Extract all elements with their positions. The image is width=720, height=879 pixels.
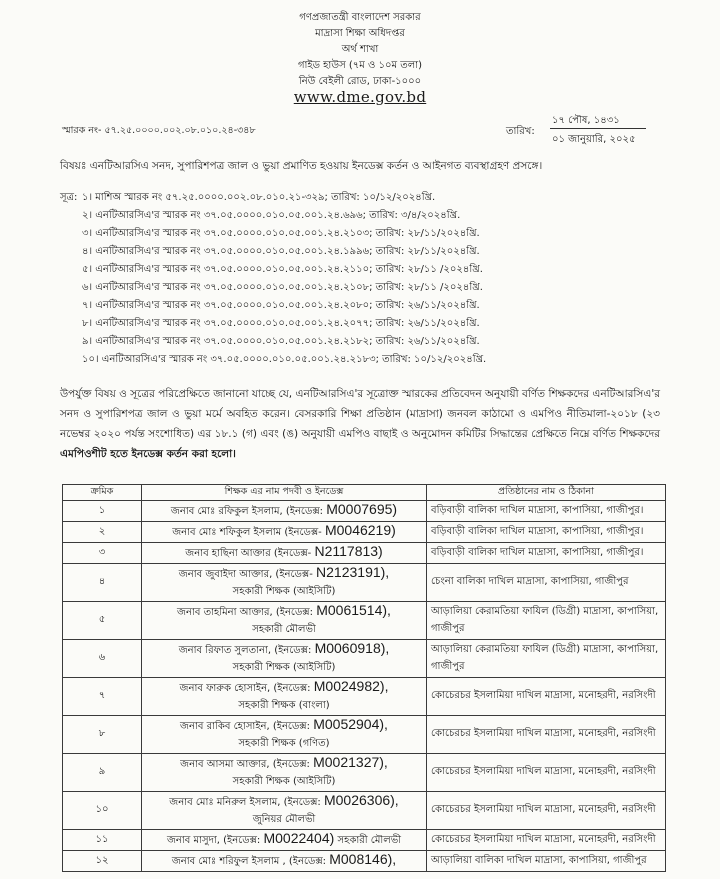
column-header-institution: প্রতিষ্ঠানের নাম ও ঠিকানা <box>427 485 666 501</box>
row-teacher <box>142 640 427 678</box>
reference-item: ১। মাশিঅ স্মারক নং ৫৭.২৫.০০০০.০০২.০৮.০১০.২১-৩২৯; তারিখ: ১০/১২/২০২৪খ্রি. <box>82 192 436 203</box>
teacher-designation: সহকারী শিক্ষক (বাংলা) <box>238 700 330 711</box>
date-label: তারিখ: <box>506 126 535 137</box>
row-teacher <box>142 830 427 851</box>
date-gregorian: ০১ জানুয়ারি, ২০২৫ <box>552 134 636 145</box>
teacher-index: M0024982), <box>313 678 389 694</box>
row-institution: বড়িবাড়ী বালিকা দাখিল মাদ্রাসা, কাপাসিয়া, গাজীপুর। <box>427 522 666 543</box>
row-teacher <box>142 851 427 872</box>
teacher-designation: জুনিয়র মৌলভী <box>252 814 316 825</box>
table-row <box>63 792 666 830</box>
table-row <box>63 754 666 792</box>
body-paragraph <box>60 384 660 464</box>
reference-item: ৪। এনটিআরসিএ'র স্মারক নং ৩৭.০৫.০০০০.০১০.০৫.০০১.২৪.১৯৯৬; তারিখ: ২৮/১১/২০২৪খ্রি. <box>82 246 480 257</box>
body-bold-text: এমপিওশীট হতে ইনডেক্স কর্তন করা হলো। <box>60 448 236 460</box>
teacher-name: জনাব মোঃ রফিকুল ইসলাম, (ইনডেক্স: <box>170 506 324 517</box>
row-serial: ৫ <box>63 602 142 640</box>
row-institution: কোচেরচর ইসলামিয়া দাখিল মাদ্রাসা, মনোহরদী, নরসিংদী <box>427 716 666 754</box>
teacher-name: জনাব ফারুক হোসাইন, (ইনডেক্স: <box>179 683 311 694</box>
row-serial: ১ <box>63 501 142 522</box>
column-header-teacher: শিক্ষক এর নাম পদবী ও ইনডেক্স <box>142 485 427 501</box>
row-institution: বড়িবাড়ী বালিকা দাখিল মাদ্রাসা, কাপাসিয়া, গাজীপুর। <box>427 501 666 522</box>
teacher-index: M0052904), <box>313 716 388 732</box>
teacher-index: M0061514), <box>316 602 391 618</box>
row-teacher <box>142 792 427 830</box>
address-line-1: গাইড হাউস (৭ম ও ১০ম তলা) <box>297 60 423 71</box>
teacher-index: M008146), <box>329 851 397 867</box>
reference-item: ৫। এনটিআরসিএ'র স্মারক নং ৩৭.০৫.০০০০.০১০.০৫.০০১.২৪.২১১০; তারিখ: ২৮/১১ /২০২৪খ্রি. <box>82 264 483 275</box>
row-teacher <box>142 602 427 640</box>
row-institution: কোচেরচর ইসলামিয়া দাখিল মাদ্রাসা, মনোহরদী, নরসিংদী <box>427 792 666 830</box>
row-institution: কোচেরচর ইসলামিয়া দাখিল মাদ্রাসা, মনোহরদী, নরসিংদী <box>427 830 666 851</box>
column-header-serial: ক্রমিক <box>63 485 142 501</box>
date-bangla: ১৭ পৌষ, ১৪৩১ <box>552 115 620 126</box>
row-institution: কোচেরচর ইসলামিয়া দাখিল মাদ্রাসা, মনোহরদী, নরসিংদী <box>427 678 666 716</box>
teacher-name: জনাব মোঃ শফিকুল ইসলাম (ইনডেক্স- <box>172 527 322 538</box>
teacher-index: N2123191), <box>316 564 390 580</box>
reference-item: ২। এনটিআরসিএ'র স্মারক নং ৩৭.০৫.০০০০.০১০.০৫.০০১.২৪.৬৯৬; তারিখ: ৩/৪/২০২৪খ্রি. <box>82 210 461 221</box>
table-row <box>63 678 666 716</box>
table-row <box>63 851 666 872</box>
row-teacher <box>142 564 427 602</box>
teacher-designation: সহকারী মৌলভী <box>252 624 316 635</box>
government-name: গণপ্রজাতন্ত্রী বাংলাদেশ সরকার <box>299 12 421 23</box>
reference-item: ৩। এনটিআরসিএ'র স্মারক নং ৩৭.০৫.০০০০.০১০.০৫.০০১.২৪.২১০৩; তারিখ: ২৮/১১/২০২৪খ্রি. <box>82 228 480 239</box>
row-serial: ২ <box>63 522 142 543</box>
teacher-index: M0007695) <box>326 501 398 517</box>
row-serial: ৪ <box>63 564 142 602</box>
teacher-index: M0026306), <box>323 792 399 808</box>
teacher-index: M0060918), <box>314 640 390 656</box>
directorate-name: মাদ্রাসা শিক্ষা অধিদপ্তর <box>315 28 405 39</box>
teacher-index: M0046219) <box>324 522 396 538</box>
teacher-table <box>62 484 666 872</box>
memo-subject: বিষয়ঃ এনটিআরসিএ সনদ, সুপারিশপত্র জাল ও ভুয়া প্রমাণিত হওয়ায় ইনডেক্স কর্তন ও আইনগত ব্যবস্থাগ্রহণ প্রসঙ্গে। <box>60 160 543 172</box>
row-institution: বড়িবাড়ী বালিকা দাখিল মাদ্রাসা, কাপাসিয়া, গাজীপুর। <box>427 543 666 564</box>
row-serial: ১১ <box>63 830 142 851</box>
teacher-name: জনাব আসমা আক্তার, (ইনডেক্স: <box>180 759 310 770</box>
row-institution: কোচেরচর ইসলামিয়া দাখিল মাদ্রাসা, মনোহরদী, নরসিংদী <box>427 754 666 792</box>
teacher-designation: সহকারী শিক্ষক (আইসিটি) <box>232 662 336 673</box>
reference-item: ৯। এনটিআরসিএ'র স্মারক নং ৩৭.০৫.০০০০.০১০.০৫.০০১.২৪.২১৮২; তারিখ: ২৬/১১/২০২৪খ্রি. <box>82 336 480 347</box>
table-row <box>63 602 666 640</box>
website-link[interactable]: www.dme.gov.bd <box>293 88 427 106</box>
table-row <box>63 501 666 522</box>
row-teacher <box>142 501 427 522</box>
teacher-designation: সহকারী মৌলভী <box>337 835 402 846</box>
row-institution: আড়ালিয়া কেরামতিয়া ফাযিল (ডিগ্রী) মাদ্রাসা, কাপাসিয়া, গাজীপুর <box>427 602 666 640</box>
row-teacher <box>142 716 427 754</box>
teacher-index: M0021327), <box>313 754 388 770</box>
teacher-name: জনাব মোঃ মনিরুল ইসলাম, (ইনডেক্স: <box>169 797 321 808</box>
row-teacher <box>142 543 427 564</box>
table-row <box>63 564 666 602</box>
row-serial: ৮ <box>63 716 142 754</box>
address-line-2: নিউ বেইলী রোড, ঢাকা-১০০০ <box>298 76 422 87</box>
memo-ref-number: স্মারক নং- ৫৭.২৫.০০০০.০০২.০৮.০১০.২৪-৩৪৮ <box>62 125 256 136</box>
table-row <box>63 716 666 754</box>
reference-item: ১০। এনটিআরসিএ'র স্মারক নং ৩৭.০৫.০০০০.০১০.০৫.০০১.২৪.২১৮৩; তারিখ: ১০/১২/২০২৪খ্রি. <box>82 354 487 365</box>
teacher-name: জনাব তাহমিনা আক্তার, (ইনডেক্স: <box>177 607 314 618</box>
teacher-name: জনাব রিফাত সুলতানা, (ইনডেক্স: <box>178 645 312 656</box>
row-teacher <box>142 678 427 716</box>
row-serial: ১২ <box>63 851 142 872</box>
row-serial: ৯ <box>63 754 142 792</box>
section-name: অর্থ শাখা <box>341 44 379 55</box>
date-divider <box>550 128 646 129</box>
row-institution: আড়ালিয়া কেরামতিয়া ফাযিল (ডিগ্রী) মাদ্রাসা, কাপাসিয়া, গাজীপুর <box>427 640 666 678</box>
teacher-designation: সহকারী শিক্ষক (আইসিটি) <box>232 776 336 787</box>
teacher-name: জনাব জুবাইদা আক্তার, (ইনডেক্স- <box>178 569 313 580</box>
teacher-index: N2117813) <box>314 543 383 559</box>
teacher-name: জনাব মাসুদা, (ইনডেক্স: <box>166 835 261 846</box>
teacher-designation: সহকারী শিক্ষক (গণিত) <box>238 738 330 749</box>
reference-item: ৭। এনটিআরসিএ'র স্মারক নং ৩৭.০৫.০০০০.০১০.০৫.০০১.২৪.২০৮০; তারিখ: ২৬/১১/২০২৪খ্রি. <box>82 300 480 311</box>
teacher-designation: সহকারী শিক্ষক (আইসিটি) <box>232 586 336 597</box>
row-serial: ৭ <box>63 678 142 716</box>
row-serial: ৬ <box>63 640 142 678</box>
reference-item: ৬। এনটিআরসিএ'র স্মারক নং ৩৭.০৫.০০০০.০১০.০৫.০০১.২৪.২১০৮; তারিখ: ২৮/১১ /২০২৪খ্রি. <box>82 282 483 293</box>
teacher-index: M0022404) <box>263 830 335 846</box>
table-row <box>63 522 666 543</box>
teacher-name: জনাব রাকিব হোসাইন, (ইনডেক্স: <box>180 721 311 732</box>
row-institution: আড়ালিয়া বালিকা দাখিল মাদ্রাসা, কাপাসিয়া, গাজীপুর <box>427 851 666 872</box>
row-serial: ১০ <box>63 792 142 830</box>
teacher-name: জনাব মোঃ শরিফুল ইসলাম , (ইনডেক্স: <box>171 856 327 867</box>
row-teacher <box>142 754 427 792</box>
table-row <box>63 640 666 678</box>
table-row <box>63 830 666 851</box>
table-row <box>63 543 666 564</box>
row-teacher <box>142 522 427 543</box>
teacher-name: জনাব হাছিনা আক্তার (ইনডেক্স- <box>185 548 312 559</box>
row-serial: ৩ <box>63 543 142 564</box>
reference-label: সূত্র: <box>60 192 78 203</box>
body-text: উপর্যুক্ত বিষয় ও সূত্রের পরিপ্রেক্ষিতে জানানো যাচ্ছে যে, এনটিআরসিএ'র সূত্রোক্ত স্মারকের প্রতিবেদন অনুযায়ী বর্ণিত শিক্ষকদের এনটিআরসিএ'র সনদ ও সুপারিশপত্র জাল ও ভুয়া মর্মে অবহিত করেন। বেসরকারি শিক্ষা প্রতিষ্ঠান (মাদ্রাসা) জনবল কাঠামো ও এমপিও নীতিমালা-২০১৮ (২৩ নভেম্বর ২০২০ পর্যন্ত সংশোধিত) এর ১৮.১ (গ) এবং (ঙ) অনুযায়ী এমপিও বাছাই ও অনুমোদন কমিটির সিদ্ধান্তের প্রেক্ষিতে নিম্নে বর্ণিত শিক্ষকদের <box>60 388 660 440</box>
reference-item: ৮। এনটিআরসিএ'র স্মারক নং ৩৭.০৫.০০০০.০১০.০৫.০০১.২৪.২০৭৭; তারিখ: ২৬/১১/২০২৪খ্রি. <box>82 318 480 329</box>
row-institution: চেংনা বালিকা দাখিল মাদ্রাসা, কাপাসিয়া, গাজীপুর <box>427 564 666 602</box>
table-header-row <box>63 485 666 501</box>
